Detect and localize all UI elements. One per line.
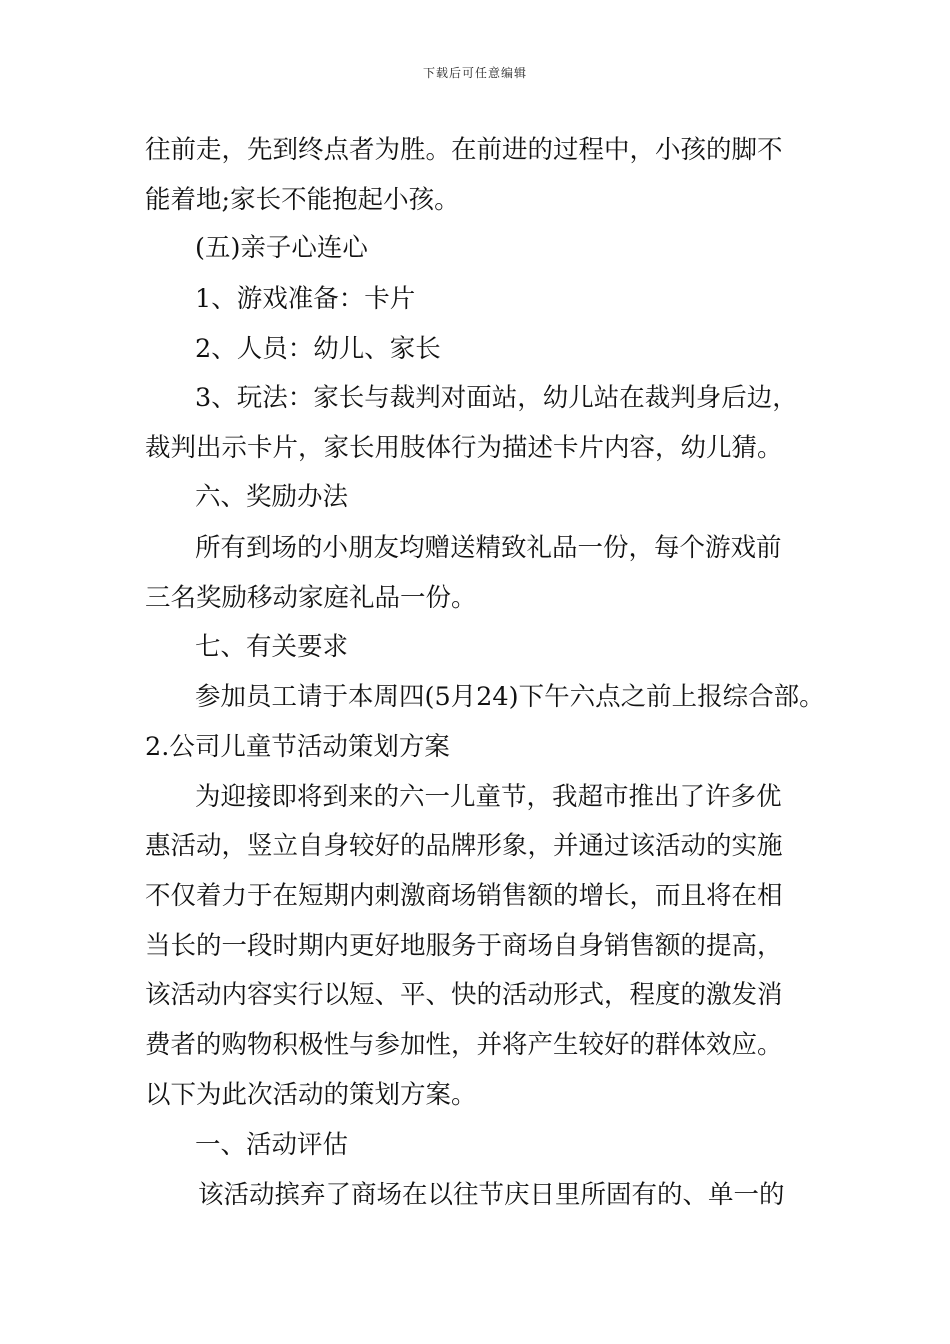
paragraph-line: 裁判出示卡片，家长用肢体行为描述卡片内容，幼儿猜。 [145, 433, 783, 463]
page-header-note: 下载后可任意编辑 [422, 66, 527, 80]
paragraph-line: 该活动内容实行以短、平、快的活动形式，程度的激发消 [145, 980, 783, 1010]
section-heading: 一、活动评估 [195, 1130, 349, 1160]
section-heading: 七、有关要求 [195, 632, 349, 662]
paragraph-line: 往前走，先到终点者为胜。在前进的过程中，小孩的脚不 [145, 135, 783, 165]
paragraph-line: 当长的一段时期内更好地服务于商场自身销售额的提高， [145, 931, 783, 961]
list-item: 2、人员：幼儿、家长 [195, 334, 441, 364]
list-item: 1、游戏准备：卡片 [195, 284, 416, 314]
paragraph-line: 费者的购物积极性与参加性，并将产生较好的群体效应。 [145, 1030, 783, 1060]
paragraph-line: 惠活动，竖立自身较好的品牌形象，并通过该活动的实施 [145, 831, 783, 861]
paragraph-line: 以下为此次活动的策划方案。 [145, 1080, 477, 1110]
list-item: 3、玩法：家长与裁判对面站，幼儿站在裁判身后边， [195, 383, 798, 413]
section-heading: 六、奖励办法 [195, 482, 349, 512]
paragraph-line: 能着地;家长不能抱起小孩。 [145, 185, 460, 215]
document-title: 2.公司儿童节活动策划方案 [145, 732, 450, 762]
paragraph-line: 该活动摈弃了商场在以往节庆日里所固有的、单一的 [198, 1180, 785, 1210]
section-heading: (五)亲子心连心 [195, 233, 368, 263]
paragraph-line: 三名奖励移动家庭礼品一份。 [145, 583, 477, 613]
paragraph-line: 不仅着力于在短期内刺激商场销售额的增长，而且将在相 [145, 881, 783, 911]
paragraph-line: 所有到场的小朋友均赠送精致礼品一份，每个游戏前 [195, 533, 782, 563]
paragraph-line: 为迎接即将到来的六一儿童节，我超市推出了许多优 [195, 782, 782, 812]
paragraph-line: 参加员工请于本周四(5月24)下午六点之前上报综合部。 [195, 682, 825, 712]
